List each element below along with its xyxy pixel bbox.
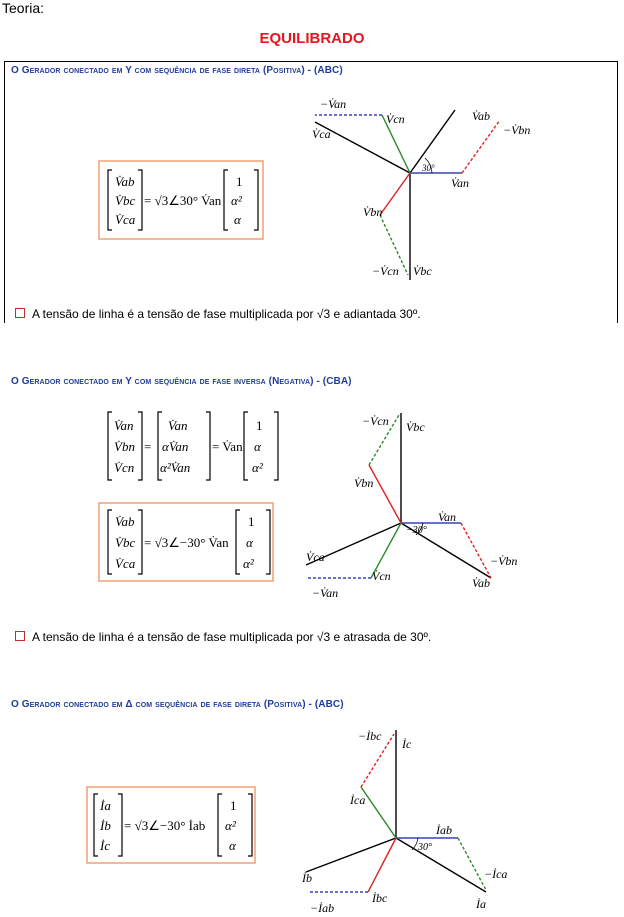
- eq3-rhs-3: α: [229, 838, 236, 853]
- section2-equation1: [102, 408, 282, 486]
- label-ica: İca: [350, 793, 366, 807]
- label-vca: V̇ca: [306, 550, 325, 564]
- phasor-ib: [306, 838, 396, 872]
- section3-equation: [86, 786, 256, 864]
- eq1-rhs-3: α²: [252, 460, 263, 475]
- label-vab: V̇ab: [472, 109, 490, 123]
- label-van: V̇an: [451, 176, 469, 190]
- eq-lhs-1: V̇ab: [115, 174, 135, 189]
- eq1-mid-3: α²V̇an: [160, 460, 191, 475]
- phasor-neg-vbn: [462, 120, 500, 173]
- label-vbc: V̇bc: [413, 264, 432, 278]
- phasor-vbn: [369, 465, 401, 523]
- label-neg-vcn: −V̇cn: [372, 264, 399, 278]
- label-angle: −30°: [406, 525, 427, 536]
- eq3-lhs-2: İb: [100, 818, 111, 833]
- page-title: EQUILIBRADO: [259, 30, 365, 47]
- eq1-rhs-2: α: [254, 439, 261, 454]
- eq-rhs-2: α²: [231, 193, 242, 208]
- eq-lhs-2: V̇bc: [115, 193, 136, 208]
- label-vbc: V̇bc: [406, 420, 425, 434]
- label-ic: İc: [402, 737, 412, 751]
- section2-heading: O Gerador conectado em Y com sequência de fase inversa (Negativa) - (CBA): [11, 376, 352, 387]
- eq2-lhs-2: V̇bc: [115, 535, 136, 550]
- label-van: V̇an: [438, 510, 456, 524]
- phasor-ibc: [368, 838, 396, 892]
- label-angle: 30°: [422, 163, 435, 173]
- eq3-factor: = √3∠−30° İab: [124, 818, 206, 833]
- label-vcn: V̇cn: [372, 569, 391, 583]
- section3-heading: O Gerador conectado em Δ com sequência de fase direta (Positiva) - (ABC): [11, 699, 344, 710]
- eq1-rhs-1: 1: [256, 418, 263, 433]
- label-ibc: İbc: [372, 891, 388, 905]
- checkbox-icon: [15, 631, 25, 641]
- label-vab: V̇ab: [472, 576, 490, 590]
- eq2-rhs-2: α: [246, 535, 253, 550]
- label-vbn: V̇bn: [354, 476, 374, 490]
- eq1-factor: = V̇an: [212, 439, 243, 454]
- section1-phasor-diagram: [300, 90, 540, 290]
- section2-phasor-diagram: [296, 405, 536, 605]
- section2-equation2: [98, 502, 274, 582]
- phasor-neg-vbn: [461, 523, 491, 578]
- label-vcn: V̇cn: [386, 112, 405, 126]
- phasor-vbn: [380, 173, 410, 215]
- section2-note: [15, 630, 431, 644]
- section3-phasor-diagram: [296, 722, 536, 917]
- eq3-lhs-1: İa: [100, 798, 111, 813]
- label-iab: İab: [436, 823, 452, 837]
- section1-equation: [98, 160, 264, 240]
- section1-heading: O Gerador conectado em Y com sequência de fase direta (Positiva) - (ABC): [11, 65, 343, 76]
- label-neg-ibc: −İbc: [358, 729, 382, 743]
- eq2-factor: = √3∠−30° V̇an: [144, 535, 229, 550]
- label-neg-vbn: −V̇bn: [490, 554, 518, 568]
- equals-sign: =: [144, 439, 152, 454]
- eq1-mid-1: V̇an: [168, 418, 188, 433]
- label-neg-vcn: −V̇cn: [362, 414, 389, 428]
- phasor-ica: [361, 787, 396, 838]
- note-text: A tensão de linha é a tensão de fase multiplicada por √3 e atrasada de 30º.: [32, 630, 432, 644]
- eq-rhs-1: 1: [236, 174, 243, 189]
- note-text: A tensão de linha é a tensão de fase multiplicada por √3 e adiantada 30º.: [32, 307, 421, 321]
- eq-factor: = √3∠30° V̇an: [144, 193, 222, 208]
- eq2-rhs-1: 1: [248, 514, 255, 529]
- eq1-lhs-3: V̇cn: [114, 460, 135, 475]
- eq1-lhs-1: V̇an: [114, 418, 134, 433]
- label-ia: İa: [476, 897, 486, 911]
- label-vca: V̇ca: [312, 127, 331, 141]
- eq-rhs-3: α: [234, 212, 241, 227]
- label-ib: İb: [302, 871, 312, 885]
- label-angle: 30°: [418, 842, 432, 853]
- heading-teoria: Teoria:: [2, 0, 45, 16]
- eq3-rhs-1: 1: [230, 798, 237, 813]
- eq1-mid-2: αV̇an: [162, 439, 189, 454]
- eq3-rhs-2: α²: [225, 818, 236, 833]
- label-neg-van: −V̇an: [312, 586, 339, 600]
- section1-note: [15, 307, 421, 321]
- label-neg-ica: −İca: [484, 867, 508, 881]
- phasor-neg-ica: [458, 838, 486, 890]
- label-neg-iab: −İab: [310, 901, 335, 915]
- eq2-lhs-3: V̇ca: [115, 556, 136, 571]
- label-vbn: V̇bn: [363, 205, 383, 219]
- label-neg-vbn: −V̇bn: [503, 123, 531, 137]
- label-neg-van: −V̇an: [320, 97, 347, 111]
- eq-lhs-3: V̇ca: [115, 212, 136, 227]
- checkbox-icon: [15, 308, 25, 318]
- eq2-rhs-3: α²: [243, 556, 254, 571]
- eq3-lhs-3: İc: [100, 838, 111, 853]
- eq2-lhs-1: V̇ab: [115, 514, 135, 529]
- eq1-lhs-2: V̇bn: [114, 439, 135, 454]
